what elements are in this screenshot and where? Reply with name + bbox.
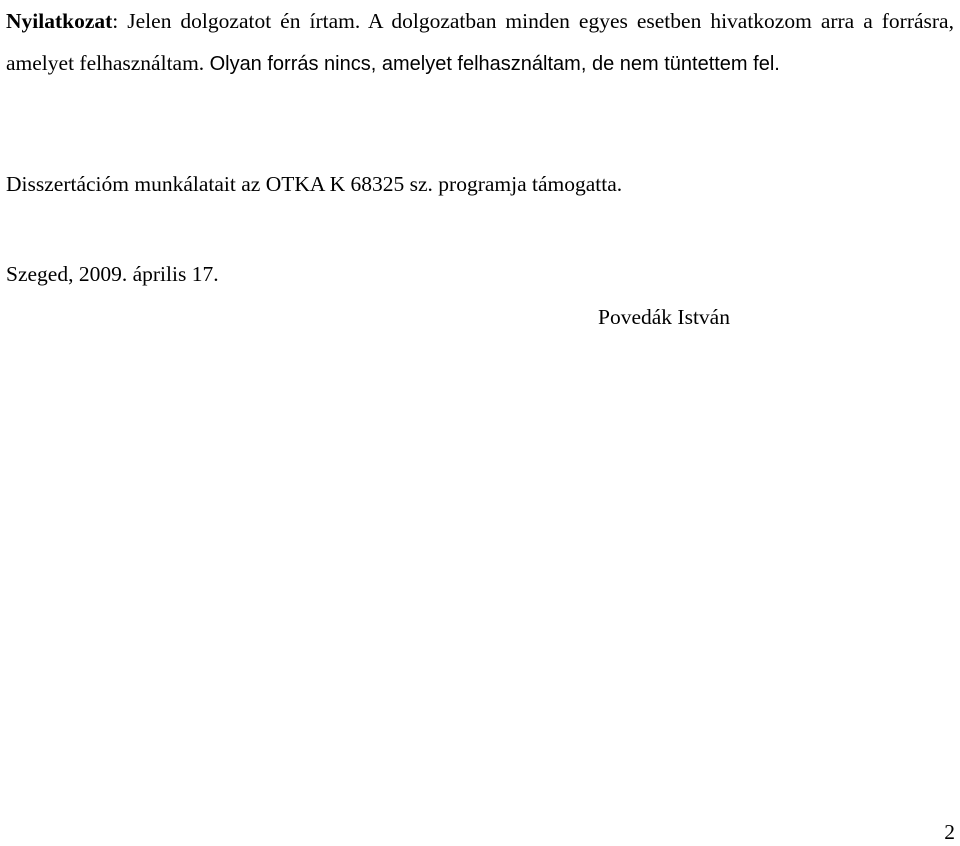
declaration-sentence-1: Jelen dolgozatot én írtam.	[127, 9, 361, 33]
place-and-date: Szeged, 2009. április 17.	[6, 262, 219, 286]
funding-statement: Disszertációm munkálatait az OTKA K 68325 sz. programja támogatta.	[6, 172, 623, 196]
declaration-sentence-2: A dolgozatban minden egyes esetben hivatkozom arra a forrásra, amelyet felhasználtam.	[6, 9, 954, 75]
author-signature-name: Povedák István	[598, 305, 730, 329]
declaration-sentence-3: Olyan forrás nincs, amelyet felhasználtam, de nem tüntettem fel.	[209, 53, 780, 75]
page-number: 2	[944, 820, 955, 844]
declaration-paragraph: Nyilatkozat: Jelen dolgozatot én írtam. A dolgozatban minden egyes esetben hivatkozom arra a forrásra, amelyet felhasználtam. Olyan forrás nincs, amelyet felhasználtam, de nem tüntettem fel.	[6, 9, 954, 75]
declaration-label: Nyilatkozat	[6, 9, 113, 33]
